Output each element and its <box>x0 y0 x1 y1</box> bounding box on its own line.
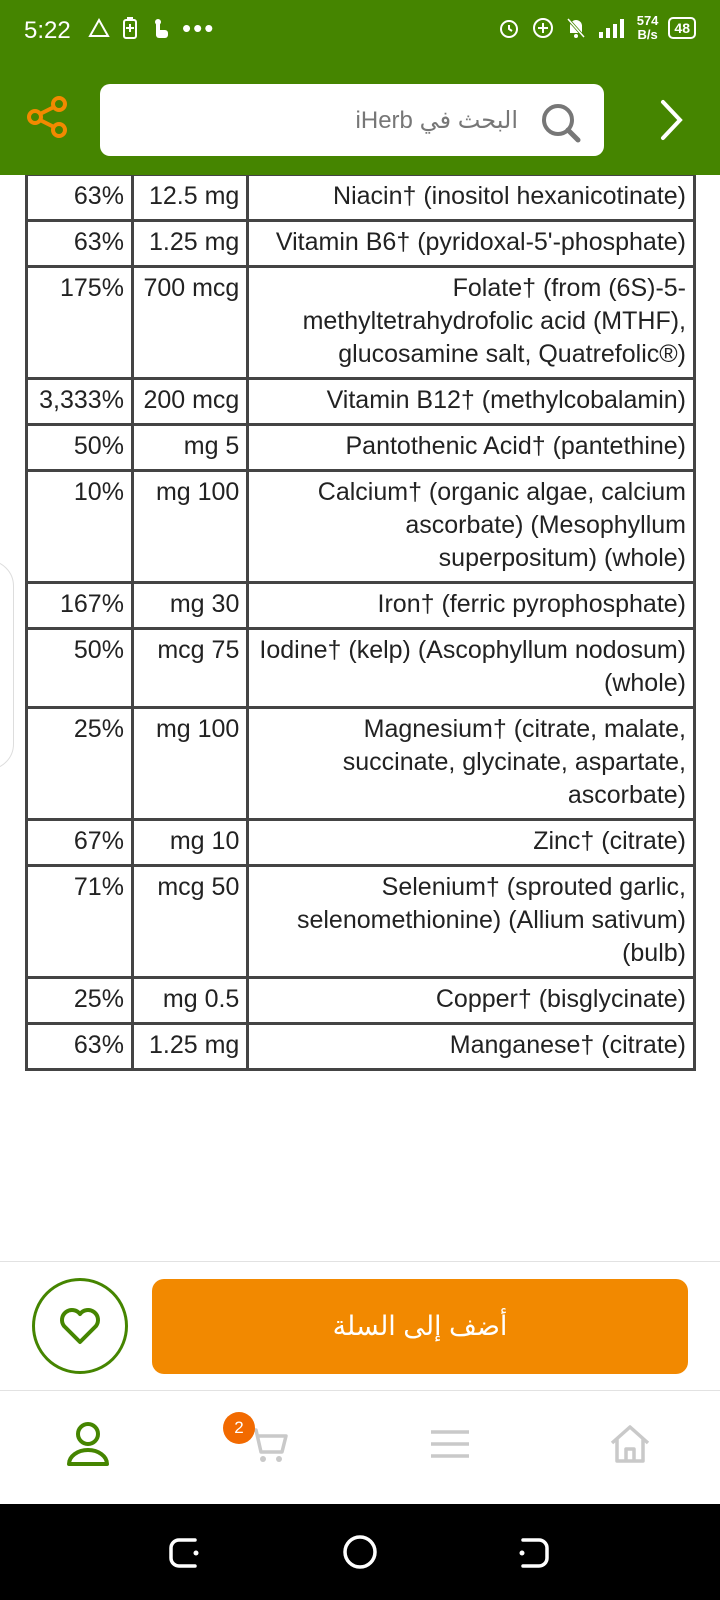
table-row <box>27 379 695 425</box>
signal-icon <box>597 16 627 40</box>
account-icon <box>65 1420 111 1468</box>
back-icon[interactable] <box>513 1532 553 1572</box>
amount-cell: mg 5 <box>132 425 247 471</box>
daily-value-cell: 67% <box>27 820 133 866</box>
net-speed-value: 574 <box>636 13 659 28</box>
nutrient-cell: Selenium† (sprouted garlic, selenomethionine) (Allium sativum) (bulb) <box>248 866 695 978</box>
menu-icon <box>429 1428 471 1460</box>
battery-icon: 48 <box>668 17 696 39</box>
daily-value-cell: 167% <box>27 583 133 629</box>
table-row <box>27 425 695 471</box>
daily-value-cell: 63% <box>27 1024 133 1070</box>
net-speed-unit: B/s <box>637 27 658 42</box>
search-input[interactable] <box>100 84 604 156</box>
data-saver-icon <box>531 16 555 40</box>
table-row <box>27 175 695 221</box>
amount-cell: mg 0.5 <box>132 978 247 1024</box>
amount-cell: mcg 50 <box>132 866 247 978</box>
nutrient-cell: Calcium† (organic algae, calcium ascorbate) (Mesophyllum superpositum) (whole) <box>248 471 695 583</box>
table-row <box>27 1024 695 1070</box>
amount-cell: mcg 75 <box>132 629 247 708</box>
daily-value-cell: 175% <box>27 267 133 379</box>
status-time: 5:22 <box>24 17 71 44</box>
search-placeholder: البحث في iHerb <box>355 107 518 134</box>
table-row <box>27 708 695 820</box>
supplement-facts-table <box>25 175 696 1071</box>
amount-cell: 1.25 mg <box>132 221 247 267</box>
nutrient-cell: Zinc† (citrate) <box>248 820 695 866</box>
share-icon[interactable] <box>26 96 68 138</box>
nutrient-cell: Magnesium† (citrate, malate, succinate, glycinate, aspartate, ascorbate) <box>248 708 695 820</box>
table-row <box>27 583 695 629</box>
daily-value-cell: 25% <box>27 978 133 1024</box>
battery-saver-icon <box>122 16 138 40</box>
table-row <box>27 471 695 583</box>
bottom-nav <box>0 1392 720 1504</box>
daily-value-cell: 25% <box>27 708 133 820</box>
nutrient-cell: Pantothenic Acid† (pantethine) <box>248 425 695 471</box>
table-row <box>27 221 695 267</box>
daily-value-cell: 10% <box>27 471 133 583</box>
table-row <box>27 978 695 1024</box>
nav-account[interactable] <box>58 1414 118 1474</box>
amount-cell: mg 10 <box>132 820 247 866</box>
nav-menu[interactable] <box>420 1414 480 1474</box>
nutrient-cell: Iron† (ferric pyrophosphate) <box>248 583 695 629</box>
nutrient-cell: Vitamin B6† (pyridoxal-5'-phosphate) <box>248 221 695 267</box>
alarm-icon <box>497 16 521 40</box>
table-row <box>27 866 695 978</box>
nutrient-cell: Niacin† (inositol hexanicotinate) <box>248 175 695 221</box>
top-bar <box>0 0 720 175</box>
amount-cell: mg 100 <box>132 471 247 583</box>
home-icon <box>608 1423 652 1465</box>
side-drawer-handle[interactable] <box>0 560 14 770</box>
add-to-cart-button[interactable]: أضف إلى السلة <box>152 1279 688 1374</box>
home-circle-icon[interactable] <box>340 1532 380 1572</box>
action-bar <box>0 1261 720 1391</box>
favorite-button[interactable] <box>32 1278 128 1374</box>
status-bar <box>0 0 720 64</box>
daily-value-cell: 71% <box>27 866 133 978</box>
amount-cell: mg 30 <box>132 583 247 629</box>
daily-value-cell: 50% <box>27 425 133 471</box>
nutrient-cell: Manganese† (citrate) <box>248 1024 695 1070</box>
amount-cell: 200 mcg <box>132 379 247 425</box>
nutrient-cell: Iodine† (kelp) (Ascophyllum nodosum) (whole) <box>248 629 695 708</box>
table-row <box>27 267 695 379</box>
amount-cell: 700 mcg <box>132 267 247 379</box>
heart-icon <box>58 1306 102 1346</box>
net-speed <box>637 14 659 42</box>
more-notifications-icon: ••• <box>182 13 216 43</box>
daily-value-cell: 63% <box>27 175 133 221</box>
mute-icon <box>565 16 587 40</box>
nav-home[interactable] <box>600 1414 660 1474</box>
search-icon <box>538 100 582 144</box>
nutrient-cell: Vitamin B12† (methylcobalamin) <box>248 379 695 425</box>
nutrient-cell: Copper† (bisglycinate) <box>248 978 695 1024</box>
status-left-icons <box>88 13 216 43</box>
recents-icon[interactable] <box>165 1532 205 1572</box>
warning-icon <box>88 17 110 39</box>
supplement-facts-table-viewport[interactable] <box>0 175 720 1261</box>
table-row <box>27 629 695 708</box>
cart-badge: 2 <box>223 1412 255 1444</box>
system-nav-bar <box>0 1504 720 1600</box>
table-row <box>27 820 695 866</box>
amount-cell: 1.25 mg <box>132 1024 247 1070</box>
amount-cell: mg 100 <box>132 708 247 820</box>
status-right-icons <box>497 14 696 42</box>
daily-value-cell: 3,333% <box>27 379 133 425</box>
daily-value-cell: 50% <box>27 629 133 708</box>
touch-icon <box>150 16 170 40</box>
amount-cell: 12.5 mg <box>132 175 247 221</box>
daily-value-cell: 63% <box>27 221 133 267</box>
nutrient-cell: Folate† (from (6S)-5-methyltetrahydrofolic acid (MTHF), glucosamine salt, Quatrefolic®) <box>248 267 695 379</box>
forward-chevron-icon[interactable] <box>658 98 686 142</box>
